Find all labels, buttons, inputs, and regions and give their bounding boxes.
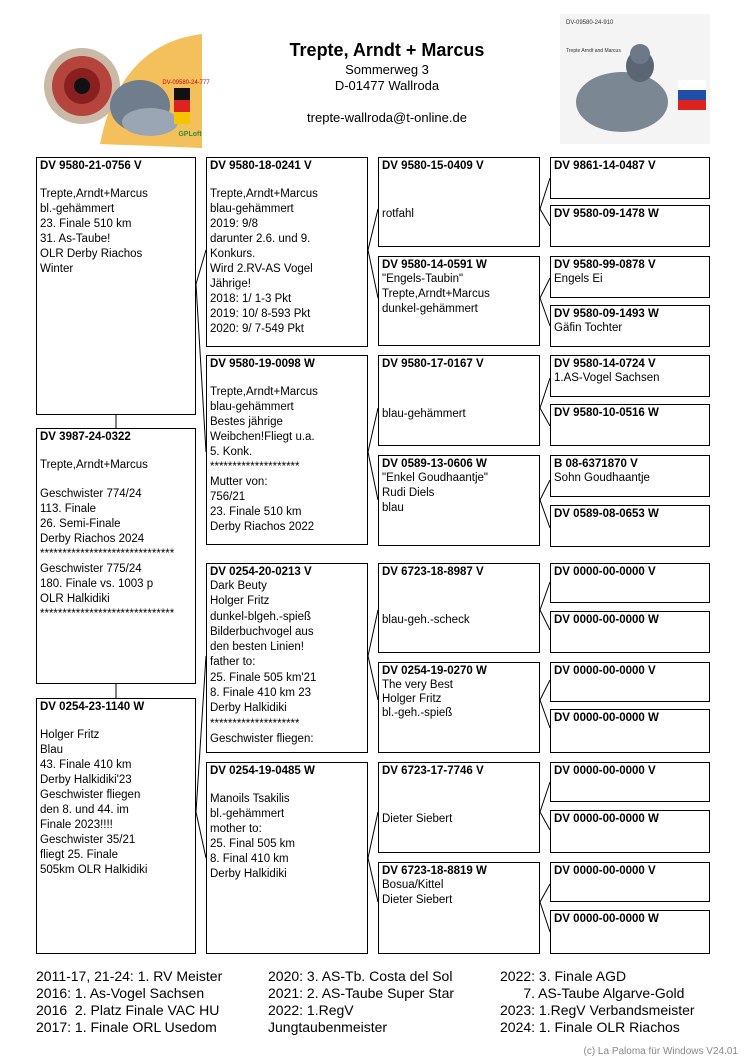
pigeon-details: Gäfin Tochter <box>554 322 623 334</box>
pigeon-ring: DV 6723-17-7746 V <box>382 765 484 777</box>
pigeon-ring: DV 0000-00-0000 V <box>554 765 656 777</box>
pigeon-details: "Enkel Goudhaantje" Rudi Diels blau <box>382 472 488 514</box>
grandparent-1[interactable] <box>378 157 540 247</box>
grandparent-8[interactable] <box>378 862 540 954</box>
grandparent-3[interactable] <box>378 355 540 446</box>
great-grandparent-13[interactable] <box>550 762 710 802</box>
pigeon-details: Dieter Siebert <box>382 813 453 825</box>
pigeon-details: Trepte,Arndt+Marcus blau-gehämmert Bestes jährige Weibchen!Fliegt u.a. 5. Konk. ******************** Mutter von: 756/21 23. Finale 510 km Derby Riachos 2022 <box>210 386 318 533</box>
pigeon-details: blau-gehämmert <box>382 408 466 420</box>
pigeon-ring: DV 0254-23-1140 W <box>40 701 145 713</box>
pigeon-ring: DV 6723-18-8987 V <box>382 566 484 578</box>
pigeon-ring: DV 9580-09-1493 W <box>554 308 659 320</box>
pigeon-details: 1.AS-Vogel Sachsen <box>554 372 660 384</box>
pigeon-ring: DV 0254-19-0270 W <box>382 665 487 677</box>
pigeon-ring: B 08-6371870 V <box>554 458 638 470</box>
pigeon-details: Trepte,Arndt+Marcus blau-gehämmert 2019: 9/8 darunter 2.6. und 9. Konkurs. Wird 2.RV-AS Vogel Jährige! 2018: 1/ 1-3 Pkt 2019: 10/ 8-593 Pkt 2020: 9/ 7-549 Pkt <box>210 188 318 335</box>
pigeon-ring: DV 9580-14-0724 V <box>554 358 656 370</box>
pigeon-ring: DV 9580-21-0756 V <box>40 160 142 172</box>
achievements-col-3: 2022: 3. Finale AGD 7. AS-Taube Algarve-Gold 2023: 1.RegV Verbandsmeister 2024: 1. Finale OLR Riachos <box>500 968 695 1035</box>
pigeon-details: Engels Ei <box>554 273 603 285</box>
great-grandparent-9[interactable] <box>550 563 710 603</box>
breeder-city: D-01477 Wallroda <box>334 78 440 93</box>
pigeon-ring: DV 9580-14-0591 W <box>382 259 487 271</box>
pigeon-ring: DV 9580-09-1478 W <box>554 208 659 220</box>
pigeon-sibling-2[interactable] <box>36 698 196 954</box>
pigeon-ring: DV 0000-00-0000 W <box>554 913 659 925</box>
great-grandparent-6[interactable] <box>550 404 710 446</box>
pigeon-sire[interactable] <box>206 157 368 347</box>
pigeon-details: The very Best Holger Fritz bl.-geh.-spieß <box>382 679 453 719</box>
pigeon-ring: DV 9861-14-0487 V <box>554 160 656 172</box>
great-grandparent-14[interactable] <box>550 810 710 853</box>
pigeon-details: "Engels-Taubin" Trepte,Arndt+Marcus dunkel-gehämmert <box>382 273 490 315</box>
pigeon-dam-2[interactable] <box>206 762 368 954</box>
pigeon-sire-2[interactable] <box>206 563 368 753</box>
pigeon-ring: DV 0000-00-0000 W <box>554 614 659 626</box>
pigeon-ring: DV 9580-10-0516 W <box>554 407 659 419</box>
achievements-col-1: 2011-17, 21-24: 1. RV Meister 2016: 1. As-Vogel Sachsen 2016 2. Platz Finale VAC HU 2017: 1. Finale ORL Usedom <box>36 968 223 1035</box>
pigeon-details: Holger Fritz Blau 43. Finale 410 km Derby Halkidiki'23 Geschwister fliegen den 8. und 44. im Finale 2023!!!! Geschwister 35/21 fliegt 25. Finale 505km OLR Halkidiki <box>40 729 148 876</box>
pigeon-dam[interactable] <box>206 355 368 545</box>
pigeon-ring: DV 0254-19-0485 W <box>210 765 315 777</box>
grandparent-7[interactable] <box>378 762 540 853</box>
great-grandparent-8[interactable] <box>550 505 710 547</box>
breeder-email[interactable]: trepte-wallroda@t-online.de <box>307 110 467 125</box>
pigeon-details: Bosua/Kittel Dieter Siebert <box>382 879 453 906</box>
pigeon-ring: DV 9580-19-0098 W <box>210 358 315 370</box>
great-grandparent-7[interactable] <box>550 455 710 497</box>
pigeon-ring: DV 0000-00-0000 V <box>554 665 656 677</box>
pigeon-ring: DV 0589-13-0606 W <box>382 458 487 470</box>
left-photo-caption: DV-09580-24-777 <box>162 80 210 86</box>
grandparent-6[interactable] <box>378 662 540 753</box>
achievements-col-2: 2020: 3. AS-Tb. Costa del Sol 2021: 2. AS-Taube Super Star 2022: 1.RegV Jungtaubenmeister <box>268 968 455 1035</box>
great-grandparent-3[interactable] <box>550 256 710 298</box>
great-grandparent-12[interactable] <box>550 709 710 753</box>
pigeon-details: Trepte,Arndt+Marcus bl.-gehämmert 23. Finale 510 km 31. As-Taube! OLR Derby Riachos Winter <box>40 188 148 275</box>
pigeon-details: Dark Beuty Holger Fritz dunkel-blgeh.-spieß Bilderbuchvogel aus den besten Linien! father to: 25. Finale 505 km'21 8. Finale 410 km 23 Derby Halkidiki ******************** Geschwister fliegen: <box>210 580 317 745</box>
pigeon-ring: DV 0000-00-0000 V <box>554 566 656 578</box>
great-grandparent-4[interactable] <box>550 305 710 347</box>
copyright-notice: (c) La Paloma für Windows V24.01 <box>583 1046 738 1057</box>
right-photo-owner: Trepte Arndt and Marcus <box>566 48 621 54</box>
breeder-street: Sommerweg 3 <box>345 62 429 77</box>
pigeon-ring: DV 9580-99-0878 V <box>554 259 656 271</box>
pigeon-details: Manoils Tsakilis bl.-gehämmert mother to: 25. Final 505 km 8. Final 410 km Derby Halkidiki <box>210 793 296 880</box>
grandparent-5[interactable] <box>378 563 540 653</box>
great-grandparent-16[interactable] <box>550 910 710 954</box>
grandparent-2[interactable] <box>378 256 540 346</box>
breeder-name: Trepte, Arndt + Marcus <box>289 40 485 60</box>
pigeon-ring: DV 9580-15-0409 V <box>382 160 484 172</box>
pigeon-sibling-1[interactable] <box>36 428 196 684</box>
pigeon-ring: DV 6723-18-8819 W <box>382 865 487 877</box>
pigeon-main[interactable] <box>36 157 196 415</box>
great-grandparent-15[interactable] <box>550 862 710 902</box>
pigeon-details: rotfahl <box>382 208 414 220</box>
great-grandparent-2[interactable] <box>550 205 710 247</box>
pigeon-ring: DV 9580-17-0167 V <box>382 358 484 370</box>
left-photo-logo: GPLoft <box>178 131 202 138</box>
pigeon-ring: DV 0589-08-0653 W <box>554 508 659 520</box>
right-photo-caption: DV-09580-24-910 <box>566 20 614 26</box>
grandparent-4[interactable] <box>378 455 540 546</box>
great-grandparent-11[interactable] <box>550 662 710 702</box>
pigeon-ring: DV 0000-00-0000 W <box>554 712 659 724</box>
great-grandparent-10[interactable] <box>550 611 710 653</box>
pigeon-ring: DV 9580-18-0241 V <box>210 160 312 172</box>
pigeon-ring: DV 0000-00-0000 W <box>554 813 659 825</box>
pigeon-details-2: Geschwister 774/24 113. Finale 26. Semi-Finale Derby Riachos 2024 ****************************** Geschwister 775/24 180. Finale vs. 1003 p OLR Halkidiki ****************************** <box>40 488 175 620</box>
pigeon-ring: DV 0000-00-0000 V <box>554 865 656 877</box>
great-grandparent-5[interactable] <box>550 355 710 397</box>
pigeon-details: Trepte,Arndt+Marcus <box>40 459 148 471</box>
pigeon-ring: DV 3987-24-0322 <box>40 431 131 443</box>
pigeon-details: blau-geh.-scheck <box>382 614 470 626</box>
pigeon-ring: DV 0254-20-0213 V <box>210 566 312 578</box>
pigeon-details: Sohn Goudhaantje <box>554 472 650 484</box>
great-grandparent-1[interactable] <box>550 157 710 199</box>
